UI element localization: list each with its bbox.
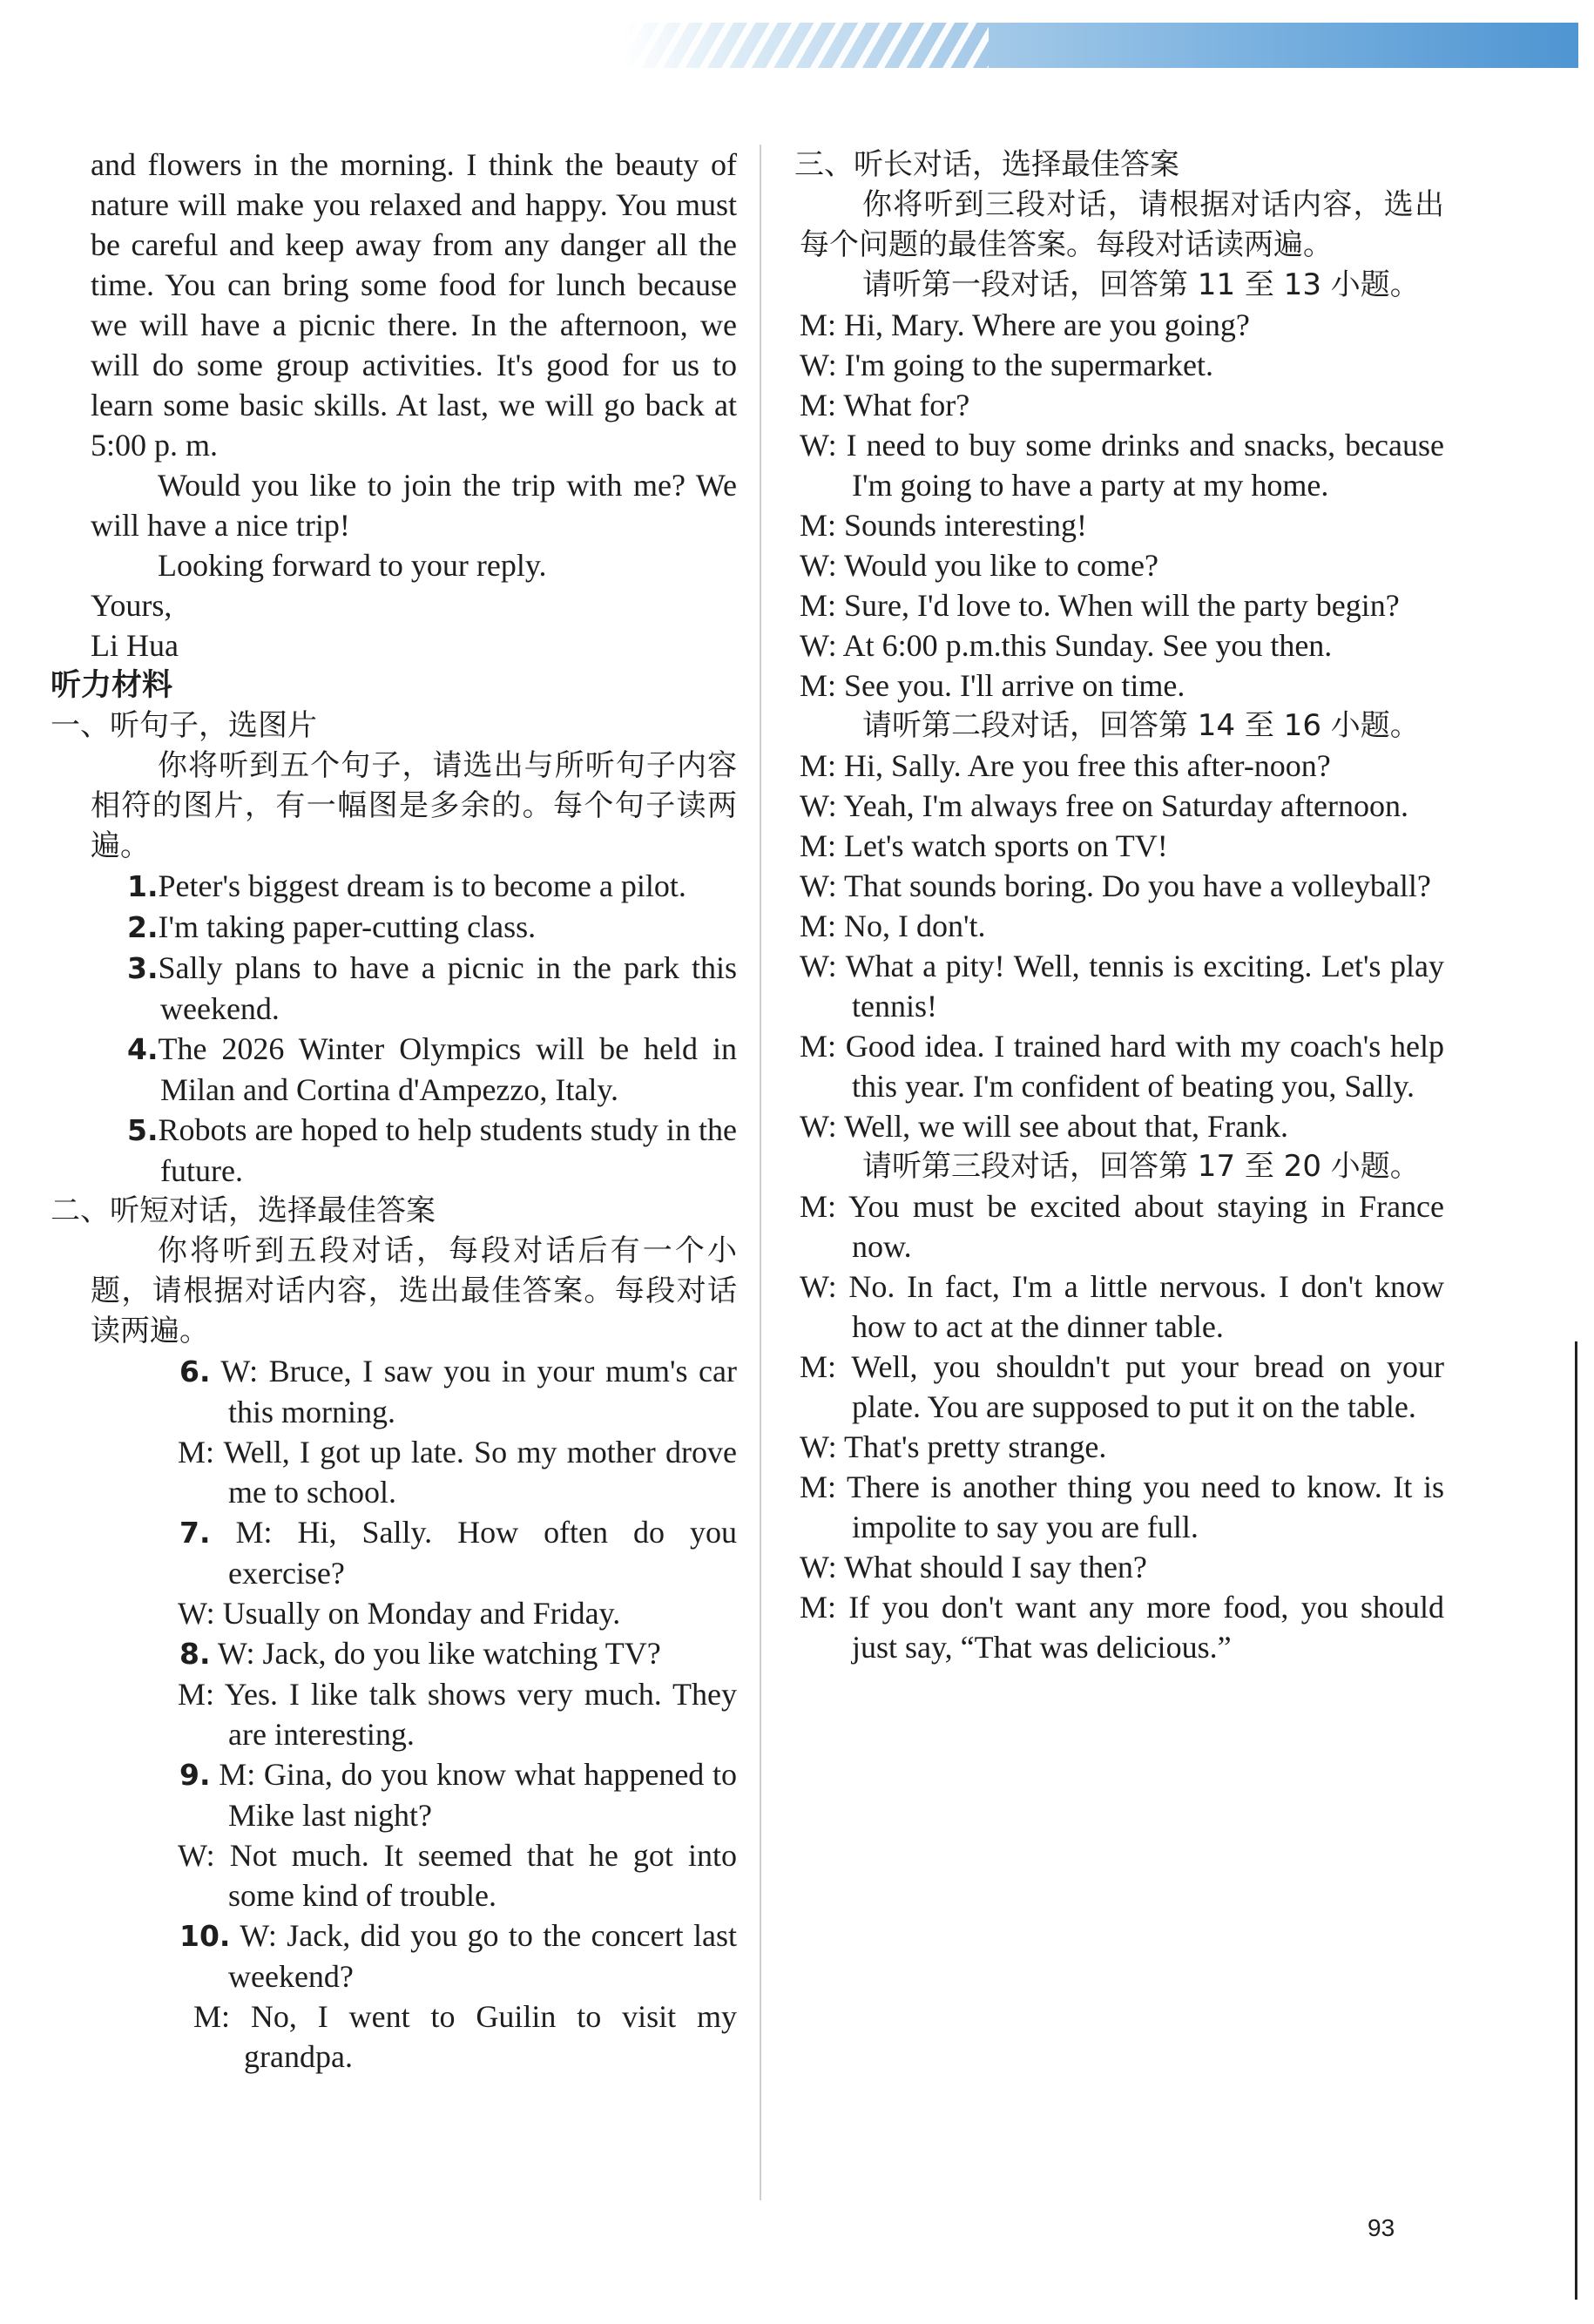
dialog2-line: M: Hi, Sally. Are you free this after-noon? — [800, 748, 1331, 783]
dialog3-instructions: 请听第三段对话，回答第 17 至 20 小题。 — [862, 1149, 1420, 1184]
sentence-item — [91, 948, 737, 1029]
dialog3-line: M: If you don't want any more food, you should just say, “That was delicious.” — [800, 1590, 1444, 1665]
dialog1-instructions: 请听第一段对话，回答第 11 至 13 小题。 — [862, 267, 1420, 302]
sentence-number: 4. — [127, 1032, 159, 1066]
section1-title: 一、听句子，选图片 — [51, 708, 317, 743]
dialog1-line: M: Sure, I'd love to. When will the party begin? — [800, 588, 1400, 623]
dialog2-line: W: That sounds boring. Do you have a volleyball? — [800, 868, 1431, 903]
dialog2-line: W: What a pity! Well, tennis is exciting. Let's play tennis! — [800, 949, 1444, 1024]
dialog-line: M: Hi, Sally. How often do you exercise? — [228, 1515, 737, 1591]
sentence-text: I'm taking paper-cutting class. — [158, 909, 537, 944]
dialog2-line: W: Well, we will see about that, Frank. — [800, 1109, 1288, 1144]
dialog2-line: M: No, I don't. — [800, 909, 986, 943]
header-stripes — [623, 23, 989, 68]
section3-instructions: 你将听到三段对话，请根据对话内容，选出每个问题的最佳答案。每段对话读两遍。 — [800, 187, 1444, 262]
letter-signature: Li Hua — [91, 628, 179, 663]
listening-material-heading: 听力材料 — [51, 668, 173, 703]
dialog-line: W: Bruce, I saw you in your mum's car this morning. — [220, 1354, 737, 1429]
short-dialog-reply: M: Yes. I like talk shows very much. They are interesting. — [178, 1677, 737, 1752]
header-decoration-band — [623, 23, 1578, 68]
short-dialog-reply: M: Well, I got up late. So my mother drove me to school. — [178, 1435, 737, 1510]
dialog3-line: M: There is another thing you need to know. It is impolite to say you are full. — [800, 1469, 1444, 1544]
letter-paragraph-2: Would you like to join the trip with me? We will have a nice trip! — [91, 468, 737, 543]
sentence-number: 1. — [127, 869, 159, 903]
dialog1-line: W: Would you like to come? — [800, 548, 1159, 583]
sentence-text: Sally plans to have a picnic in the park this weekend. — [158, 950, 737, 1026]
dialog1-line: M: See you. I'll arrive on time. — [800, 668, 1185, 703]
section1-instructions: 你将听到五个句子，请选出与所听句子内容相符的图片，有一幅图是多余的。每个句子读两遍。 — [91, 748, 737, 863]
short-dialog-reply: W: Not much. It seemed that he got into some kind of trouble. — [178, 1838, 737, 1913]
letter-closing: Looking forward to your reply. — [158, 548, 547, 583]
section3-title: 三、听长对话，选择最佳答案 — [794, 147, 1179, 182]
sentence-number: 2. — [127, 910, 159, 944]
dialog3-line: W: That's pretty strange. — [800, 1429, 1107, 1464]
short-dialog-reply: M: No, I went to Guilin to visit my grandpa. — [193, 1999, 737, 2074]
dialog2-line: M: Good idea. I trained hard with my coach's help this year. I'm confident of beating you, Sally. — [800, 1029, 1444, 1104]
sentence-number: 5. — [127, 1113, 159, 1147]
letter-paragraph-1: and flowers in the morning. I think the beauty of nature will make you relaxed and happy. You must be careful and keep away from any danger all the time. You can bring some food for lunch because we will have a picnic there. In the afternoon, we will do some group activities. It's good for us to learn some basic skills. At last, we will go back at 5:00 p. m. — [91, 147, 737, 463]
sentence-text: The 2026 Winter Olympics will be held in Milan and Cortina d'Ampezzo, Italy. — [158, 1031, 737, 1107]
page-edge-line — [1575, 1341, 1577, 2300]
dialog2-line: M: Let's watch sports on TV! — [800, 828, 1168, 863]
right-column — [794, 145, 1444, 1667]
sentence-text: Peter's biggest dream is to become a pilot. — [158, 868, 686, 903]
dialog-number: 10. — [179, 1919, 231, 1953]
dialog2-instructions: 请听第二段对话，回答第 14 至 16 小题。 — [862, 708, 1420, 743]
dialog-line: W: Jack, do you like watching TV? — [217, 1636, 661, 1671]
short-dialog-reply: W: Usually on Monday and Friday. — [178, 1596, 621, 1631]
dialog-number: 8. — [179, 1637, 211, 1671]
sentence-item — [91, 866, 737, 907]
dialog3-line: M: Well, you shouldn't put your bread on your plate. You are supposed to put it on the table. — [800, 1349, 1444, 1424]
dialog-number: 9. — [179, 1758, 211, 1792]
sentence-item — [91, 907, 737, 948]
dialog1-line: W: I need to buy some drinks and snacks, because I'm going to have a party at my home. — [800, 428, 1444, 503]
sentence-item — [91, 1029, 737, 1110]
section2-title: 二、听短对话，选择最佳答案 — [51, 1193, 436, 1228]
short-dialog-item — [91, 1512, 737, 1593]
dialog1-line: W: At 6:00 p.m.this Sunday. See you then. — [800, 628, 1333, 663]
dialog1-line: M: What for? — [800, 388, 970, 422]
dialog1-line: M: Hi, Mary. Where are you going? — [800, 307, 1250, 342]
sentence-text: Robots are hoped to help students study in the future. — [158, 1112, 737, 1188]
short-dialog-item — [91, 1915, 737, 1996]
sentence-number: 3. — [127, 951, 159, 985]
dialog3-line: W: What should I say then? — [800, 1550, 1147, 1584]
dialog-line: W: Jack, did you go to the concert last weekend? — [228, 1918, 737, 1994]
dialog-line: M: Gina, do you know what happened to Mike last night? — [219, 1757, 738, 1833]
letter-yours: Yours, — [91, 588, 172, 623]
dialog3-line: M: You must be excited about staying in France now. — [800, 1189, 1444, 1264]
page-number: 93 — [1368, 2214, 1395, 2241]
dialog-number: 7. — [179, 1516, 211, 1550]
dialog2-line: W: Yeah, I'm always free on Saturday afternoon. — [800, 788, 1408, 823]
dialog1-line: W: I'm going to the supermarket. — [800, 348, 1214, 382]
dialog1-line: M: Sounds interesting! — [800, 508, 1087, 543]
sentence-item — [91, 1110, 737, 1191]
left-column — [51, 145, 738, 2077]
short-dialog-item — [91, 1351, 737, 1432]
dialog-number: 6. — [179, 1355, 211, 1388]
short-dialog-item — [91, 1754, 737, 1835]
short-dialog-item — [91, 1633, 737, 1674]
section2-instructions: 你将听到五段对话，每段对话后有一个小题，请根据对话内容，选出最佳答案。每段对话读两遍。 — [91, 1233, 737, 1348]
dialog3-line: W: No. In fact, I'm a little nervous. I don't know how to act at the dinner table. — [800, 1269, 1444, 1344]
